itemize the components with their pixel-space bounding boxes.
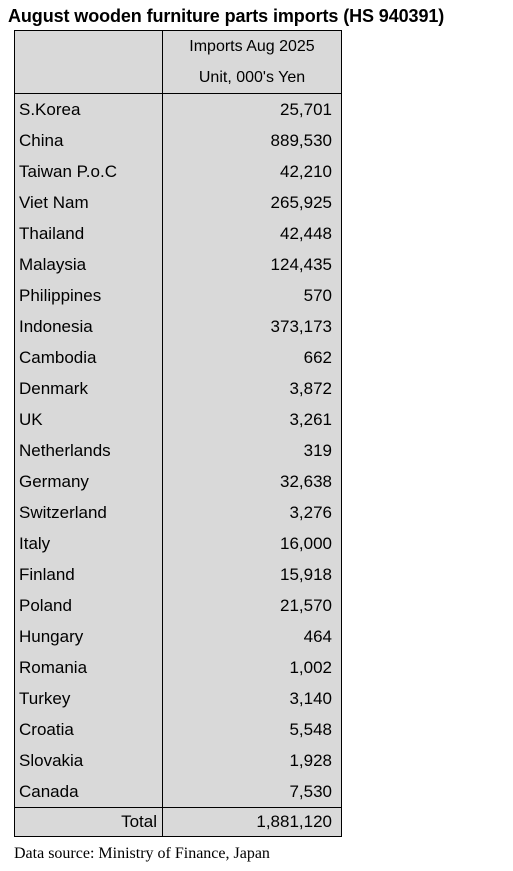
- value-cell: 5,548: [163, 714, 342, 745]
- table-row: [15, 156, 342, 187]
- value-cell: 1,928: [163, 745, 342, 776]
- country-cell: Indonesia: [15, 311, 163, 342]
- country-cell: Malaysia: [15, 249, 163, 280]
- table-row: [15, 218, 342, 249]
- table-header-row-1: [15, 31, 342, 63]
- table-row: [15, 590, 342, 621]
- country-cell: Romania: [15, 652, 163, 683]
- table-row: [15, 435, 342, 466]
- table-row: [15, 497, 342, 528]
- value-cell: 7,530: [163, 776, 342, 808]
- table-row: [15, 187, 342, 218]
- value-cell: 3,872: [163, 373, 342, 404]
- table-row: [15, 745, 342, 776]
- header-period: Imports Aug 2025: [163, 31, 342, 63]
- country-cell: Thailand: [15, 218, 163, 249]
- value-cell: 3,276: [163, 497, 342, 528]
- country-cell: Philippines: [15, 280, 163, 311]
- page-title: August wooden furniture parts imports (HS 940391): [8, 6, 445, 26]
- header-empty-cell: [15, 62, 163, 94]
- country-cell: Finland: [15, 559, 163, 590]
- value-cell: 889,530: [163, 125, 342, 156]
- country-cell: Germany: [15, 466, 163, 497]
- source-note: Data source: Ministry of Finance, Japan: [14, 845, 270, 862]
- country-cell: Slovakia: [15, 745, 163, 776]
- table-header-row-2: [15, 62, 342, 94]
- country-cell: Croatia: [15, 714, 163, 745]
- country-cell: Canada: [15, 776, 163, 808]
- value-cell: 42,448: [163, 218, 342, 249]
- value-cell: 1,002: [163, 652, 342, 683]
- country-cell: Taiwan P.o.C: [15, 156, 163, 187]
- country-cell: Switzerland: [15, 497, 163, 528]
- country-cell: Turkey: [15, 683, 163, 714]
- value-cell: 265,925: [163, 187, 342, 218]
- table-row: [15, 683, 342, 714]
- value-cell: 21,570: [163, 590, 342, 621]
- header-empty-cell: [15, 31, 163, 63]
- country-cell: Cambodia: [15, 342, 163, 373]
- table-row: [15, 280, 342, 311]
- imports-table: [14, 30, 342, 837]
- value-cell: 570: [163, 280, 342, 311]
- table-row: [15, 776, 342, 808]
- table-row: [15, 311, 342, 342]
- table-row: [15, 621, 342, 652]
- country-cell: Viet Nam: [15, 187, 163, 218]
- value-cell: 3,140: [163, 683, 342, 714]
- country-cell: Netherlands: [15, 435, 163, 466]
- table-row: [15, 528, 342, 559]
- country-cell: China: [15, 125, 163, 156]
- total-row: [15, 808, 342, 837]
- table-row: [15, 249, 342, 280]
- value-cell: 15,918: [163, 559, 342, 590]
- value-cell: 124,435: [163, 249, 342, 280]
- value-cell: 662: [163, 342, 342, 373]
- table-row: [15, 466, 342, 497]
- table-row: [15, 559, 342, 590]
- header-unit: Unit, 000's Yen: [163, 62, 342, 94]
- total-value: 1,881,120: [163, 808, 342, 837]
- table-row: [15, 94, 342, 126]
- table-row: [15, 125, 342, 156]
- country-cell: Poland: [15, 590, 163, 621]
- total-label: Total: [15, 808, 163, 837]
- table-row: [15, 342, 342, 373]
- value-cell: 464: [163, 621, 342, 652]
- value-cell: 319: [163, 435, 342, 466]
- country-cell: Hungary: [15, 621, 163, 652]
- table-row: [15, 373, 342, 404]
- country-cell: UK: [15, 404, 163, 435]
- country-cell: S.Korea: [15, 94, 163, 126]
- value-cell: 16,000: [163, 528, 342, 559]
- value-cell: 3,261: [163, 404, 342, 435]
- imports-table-body: [15, 31, 342, 808]
- value-cell: 373,173: [163, 311, 342, 342]
- country-cell: Italy: [15, 528, 163, 559]
- country-cell: Denmark: [15, 373, 163, 404]
- table-row: [15, 652, 342, 683]
- table-row: [15, 404, 342, 435]
- table-row: [15, 714, 342, 745]
- value-cell: 25,701: [163, 94, 342, 126]
- value-cell: 42,210: [163, 156, 342, 187]
- value-cell: 32,638: [163, 466, 342, 497]
